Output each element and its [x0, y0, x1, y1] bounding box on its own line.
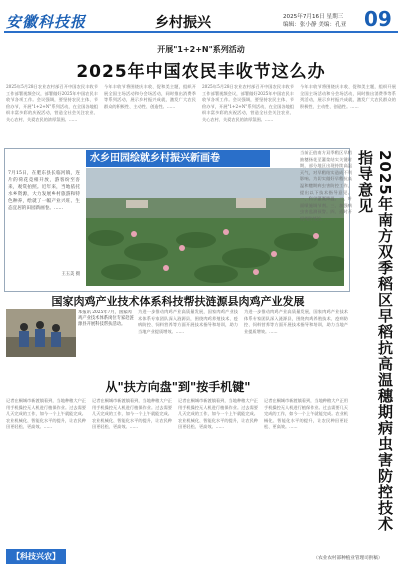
publish-date: 2025年7月16日 星期三: [283, 14, 344, 20]
story3-body-col3: 记者在桐城市新渡镇看到，当地种粮大户正用手机操控无人机进行植保作业。过去需要几天完成的工作，如今一个上午就能完成。农业机械化、智能化水平的提升，让农民种田更轻松、更高效。……: [178, 398, 258, 430]
masthead: [0, 0, 402, 40]
top-story-kicker: 开展"1+2+N"系列活动: [157, 45, 245, 54]
column-tag: 【科技兴农】: [6, 549, 66, 564]
top-story-body-col4: 今年丰收节将围绕庆丰收、促和美主题，组织开展全国主场活动和分会场活动，同时推出消费季等系列活动，展示乡村振兴成就，激发广大农民群众的积极性、主动性、创造性。……: [300, 84, 396, 109]
story3-body-col1: 记者在桐城市新渡镇看到，当地种粮大户正用手机操控无人机进行植保作业。过去需要几天完成的工作，如今一个上午就能完成。农业机械化、智能化水平的提升，让农民种田更轻松、更高效。……: [6, 398, 86, 430]
story2-caption: 本报讯 2025年7月，国家肉鸡产业技术体系岗位专家赴涟源县开展科技帮扶活动。: [78, 310, 134, 328]
story2-body-col1: 为进一步推动肉鸡产业高质量发展，国家肉鸡产业技术体系专家团队深入涟源县，围绕肉鸡养殖技术、疫病防控、饲料营养等方面开展技术指导和培训，助力当地产业提质增效。……: [138, 309, 238, 334]
feature-photo-credit: 王玉美 摄: [61, 272, 80, 277]
page-number: 09: [364, 7, 392, 31]
top-story-body-col2: 今年丰收节将围绕庆丰收、促和美主题，组织开展全国主场活动和分会场活动，同时推出消费季等系列活动，展示乡村振兴成就，激发广大农民群众的积极性、主动性、创造性。……: [104, 84, 196, 109]
top-story-body-col1: 2025年5月28日农业农村部召开中国农民丰收节工作部署视频会议，部署做好2025年中国农民丰收节各项工作。会议强调，要坚持农民主体、节俭办节，开展"1+2+N"系列活动，在全国各地组织丰富多彩的庆祝活动，营造全社会关注农业、关心农村、关爱农民的浓厚氛围。……: [6, 84, 98, 122]
top-story-headline: 2025年中国农民丰收节这么办: [76, 62, 326, 82]
top-story-body-col3: 2025年5月28日农业农村部召开中国农民丰收节工作部署视频会议，部署做好2025年中国农民丰收节各项工作。会议强调，要坚持农民主体、节俭办节，开展"1+2+N"系列活动，在全国各地组织丰富多彩的庆祝活动，营造全社会关注农业、关心农村、关爱农民的浓厚氛围。……: [202, 84, 294, 122]
masthead-rule: [4, 31, 398, 33]
right-story-source: （农业农村部种植业管理司供稿）: [313, 556, 383, 561]
story3-body-col4: 记者在桐城市新渡镇看到，当地种粮大户正用手机操控无人机进行植保作业。过去需要几天完成的工作，如今一个上午就能完成。农业机械化、智能化水平的提升，让农民种田更轻松、更高效。……: [264, 398, 348, 430]
story2-photo: [6, 309, 76, 357]
story2-headline: 国家肉鸡产业技术体系科技帮扶涟源县肉鸡产业发展: [51, 295, 305, 308]
section-name: 乡村振兴: [155, 15, 211, 31]
feature-banner: 水乡田园绘就乡村振兴新画卷: [86, 150, 270, 167]
story3-body-col2: 记者在桐城市新渡镇看到，当地种粮大户正用手机操控无人机进行植保作业。过去需要几天完成的工作，如今一个上午就能完成。农业机械化、智能化水平的提升，让农民种田更轻松、更高效。……: [92, 398, 172, 430]
editor-credit: 编辑：张小静 美编：孔亚: [283, 22, 347, 28]
paper-name: 安徽科技报: [6, 13, 87, 31]
right-story-body: 当前正值南方双季稻区早稻抽穗扬花至灌浆结实关键时期，部分地区出现持续高温天气，对早稻结实造成不利影响。为切实做好早稻抗高温和穗期病虫害防控工作，提出以下技术指导意见。一、科学灌溉降温。二、叶面喷施调节剂。三、加强病虫害监测预警。四、适时开展统防统治。……: [300, 150, 352, 221]
feature-body: 7月15日，在肥东县长临河镇，连片的荷花竞相开放，游客纷至沓来，观赏拍照。近年来，当地依托水乡资源，大力发展乡村旅游和特色种养，绘就了一幅产业兴旺、生态宜居的田园新画卷。……: [8, 171, 80, 211]
farm-visit-illustration: [6, 309, 76, 357]
story2-body-col2: 为进一步推动肉鸡产业高质量发展，国家肉鸡产业技术体系专家团队深入涟源县，围绕肉鸡养殖技术、疫病防控、饲料营养等方面开展技术指导和培训，助力当地产业提质增效。……: [244, 309, 348, 334]
right-story-headline: 2025年南方双季稻区早稻抗高温穗期病虫害防控技术指导意见: [356, 150, 394, 532]
story3-headline: 从"扶方向盘"到"按手机键": [105, 380, 251, 394]
right-story-headline-wrap: [355, 150, 395, 540]
